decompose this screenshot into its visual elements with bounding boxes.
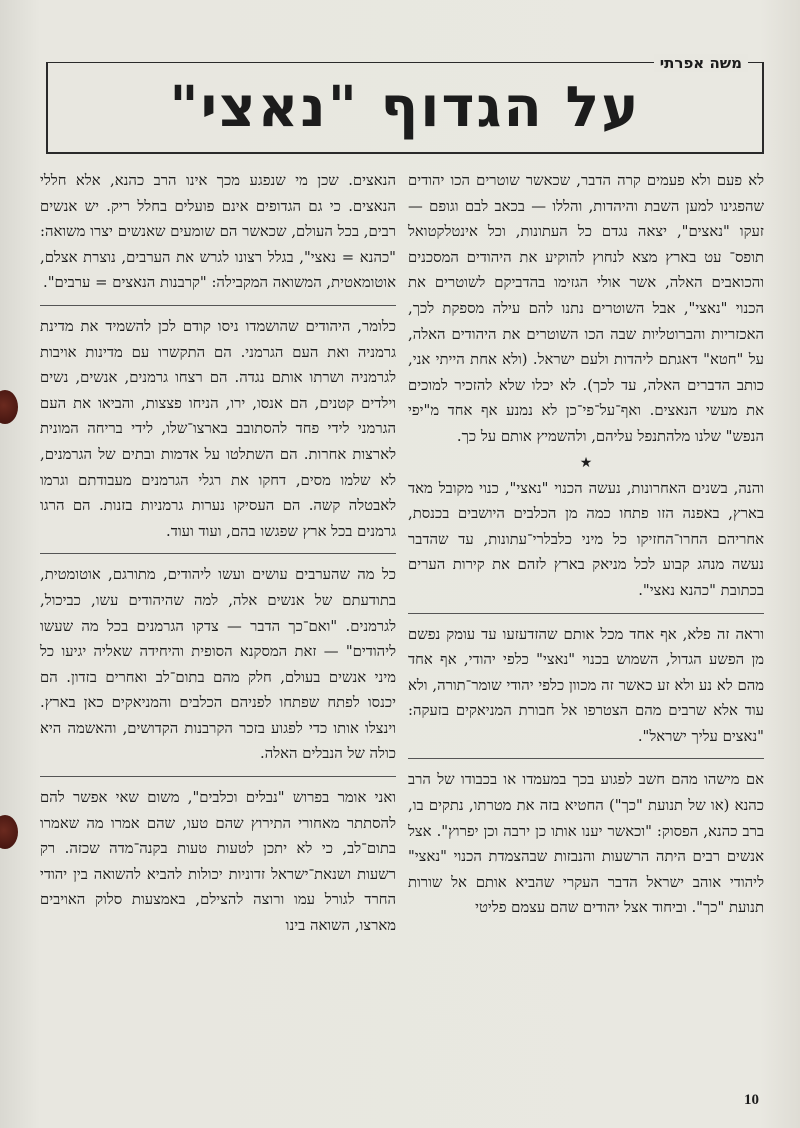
right-column	[408, 168, 764, 921]
page-number: 10	[744, 1092, 759, 1108]
article-title: על הגדוף "נאצי"	[169, 75, 641, 140]
divider	[40, 553, 396, 554]
binder-hole	[0, 815, 18, 849]
paragraph: כלומר, היהודים שהושמדו ניסו קודם לכן להשמיד את מדינת גרמניה ואת העם הגרמני. הם התקשרו עם מדינות אויבות לגרמניה ושרתו אותם נגדה. הם רצחו גרמנים, אנשים, נשים וילדים קטנים, הם אנסו, ירו, הניחו פצצות, והביאו את העם הגרמני לידי פחד להסתובב בארצו־שלו, לידי בריחה המונית לארצות אחרות. הם השתלטו על אדמות ובתים של הגרמנים, לא שלמו מסים, דחקו את רגלי הגרמנים מעבודתם וגרמו לאבטלה קשה. הם העסיקו נערות גרמניות בזנות. הם הרגו גרמנים בכל ארץ שפגשו בהם, ועוד ועוד.	[40, 317, 396, 540]
paragraph: והנה, בשנים האחרונות, נעשה הכנוי "נאצי", כנוי מקובל מאד בארץ, באפנה הזו פתחו כמה מן הכלבים היושבים בכנסת, אחריהם החרו־החזיקו כל מיני כלבלרי־עתונות, עד שהדבר נעשה מנהג קבוע לכל מניאק בארץ לזהם את קירות הערים בכתובת "כהנא נאצי".	[408, 479, 764, 599]
star-separator: ★	[579, 454, 593, 471]
paragraph: כל מה שהערבים עושים ועשו ליהודים, מתורגם, אוטומטית, בתודעתם של אנשים אלה, למה שהיהודים עשו, כביכול, לגרמנים. "ואם־כך הדבר — צדקו הגרמנים בכל מה שעשו ליהודים" — זאת המסקנא הסופית והיחידה שאליה יגיעו כל מיני אנשים בעולם, חלק מהם בתום־לב ואחרים בזדון. הם יכנסו לפתח שפתחו לפניהם הכלבים והמניאקים כאן בארץ. וינצלו אותו כדי לפגוע בזכר הקרבנות הקדושים, והאשמה היא כולה של הנבלים האלה.	[40, 566, 396, 763]
divider	[408, 758, 764, 759]
paragraph: ואני אומר בפרוש "נבלים וכלבים", משום שאי אפשר להם להסתתר מאחורי התירוץ שהם טעו, שהם אמרו מה שאמרו בתום־לב, כי לא יתכן לטעות טעות בקנה־מדה שכזה. רק רשעות ושנאת־ישראל זדוניות יכולות להביא להשואה בין יהודי החרד לגורל עמו ורוצה להצילם, באמצעות סלוק האויבים מארצו, השואה בינו	[40, 789, 396, 935]
binder-hole	[0, 390, 18, 424]
paragraph: לא פעם ולא פעמים קרה הדבר, שכאשר שוטרים הכו יהודים שהפגינו למען השבת והיהדות, והללו — בכאב לבם וגופם — זעקו "נאצים", יצאה נגדם כל העתונות, וכל אינטלקטואל תופס־ עט בארץ מצא לנחוץ להוקיע את היהודים המסכנים והכואבים האלה, אשר אולי הגזימו בהדביקם לשוטרים את הכנוי "נאצי", אבל השוטרים נתנו להם עילה מספקת לכך, האכזריות והברוטליות שבה הכו השוטרים את היהודים האלה, על "חטא" דאגתם ליהדות ולעם ישראל. (ולא אחת הייתי אני, כותב הדברים האלה, עד לכך). לא יכלו שלא להזכיר למוכים את מעשי הנאצים. ואף־על־פי־כן לא נמנע אף אחד מ"יפי הנפש" שלנו מלהתנפל עליהם, ולהשמיץ אותם על כך.	[408, 172, 764, 445]
divider	[408, 613, 764, 614]
paragraph: אם מישהו מהם חשב לפגוע בכך במעמדו או בכבודו של הרב כהנא (או של תנועת "כך") החטיא בזה את מטרתו, נתקים בו, ברב כהנא, הפסוק: "וכאשר יענו אותו כן ירבה וכן יפרוץ". אצל אנשים רבים היתה הרשעות והנבזות שבהצמדת הכנוי "נאצי" ליהודי אוהב ישראל הדבר העקרי שהביא אותם אל שורות תנועת "כך". וביחוד אצל יהודים שהם עצמם פליטי	[408, 771, 764, 917]
author-name: משה אפרתי	[654, 54, 748, 72]
paragraph: וראה זה פלא, אף אחד מכל אותם שהזדעזעו עד עומק נפשם מן הפשע הגדול, השמוש בכנוי "נאצי" כלפי יהודי, אף אחד מהם לא נע ולא זע כאשר זה מכוון כלפי יהודי שומר־תורה, ולא עוד אלא שרבים מהם הצטרפו אל חבורת המניאקים בזעקה: "נאצים עליך ישראל".	[408, 625, 764, 745]
paragraph: הנאצים. שכן מי שנפגע מכך אינו הרב כהנא, אלא חללי הנאצים. כי גם הגדופים אינם פועלים בחלל ריק. יש אנשים רבים, בכל העולם, שכאשר הם שומעים שאנשים יצרו משואה: "כהנא = נאצי", בגלל רצונו לגרש את הערבים, נוצרת אצלם, אוטומאטית, המשואה המקבילה: "קרבנות הנאצים = ערבים".	[40, 172, 396, 292]
left-column	[40, 168, 396, 939]
divider	[40, 305, 396, 306]
divider	[40, 776, 396, 777]
